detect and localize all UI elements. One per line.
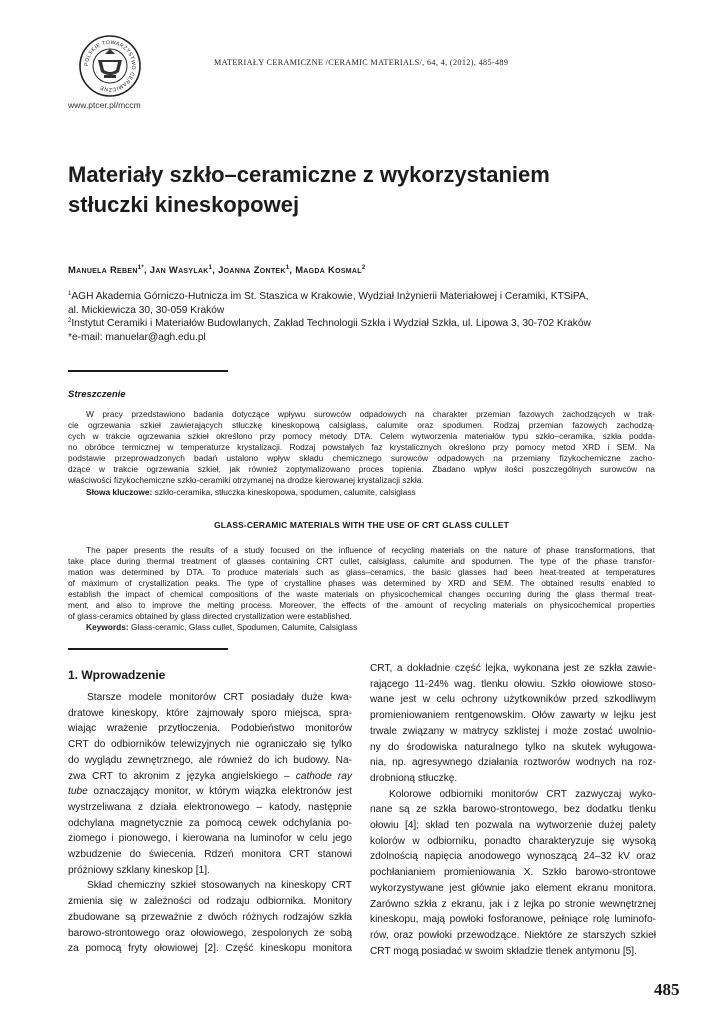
affiliations (68, 290, 668, 345)
english-title: GLASS-CERAMIC MATERIALS WITH THE USE OF CRT GLASS CULLET (214, 520, 509, 530)
title-line-2: stłuczki kineskopowej (68, 192, 300, 217)
body-line: Skład chemiczny szkieł stosowanych na kineskopy CRT (87, 880, 352, 892)
body-line: pochłanianiem promieniowania X. Szkło barowo-strontowe (370, 867, 656, 879)
affiliation-line (68, 290, 668, 304)
contact-email[interactable]: *e-mail: manuelar@agh.edu.pl (68, 332, 206, 344)
abstract-line: of glass-ceramics obtained by glass directed crystallization were established. (68, 611, 352, 622)
page-number: 485 (654, 980, 680, 999)
affiliation-mark: 2 (68, 318, 72, 325)
society-logo (78, 34, 142, 98)
author-affiliation-mark: 2 (361, 265, 366, 271)
abstract-line: The paper presents the results of a study focused on the influence of recycling materials on the nature of phase transformations, that (86, 545, 655, 555)
body-line: nia, np. agresywnego działania roztworów wodnych na roz- (370, 757, 656, 769)
body-line: ołowiu [4]; skład ten pozwala na wytworzenie dużej palety (370, 820, 656, 832)
abstract-line: podstawie przeprowadzonych badań ustalono wpływ składu chemicznego surowców odpadowych na przemiany fizykochemiczne zacho- (68, 453, 655, 464)
author-name: Jan Wasylak (149, 264, 209, 275)
body-line: CRT do odbiorników telewizyjnych nie ograniczało się tylko (68, 739, 352, 751)
body-line: wykorzystywane jest głównie jako element ekranu monitora. (370, 882, 656, 894)
body-line: wystrzeliwana z działa elektronowego – katody, następnie (68, 801, 352, 813)
affiliation-line (68, 317, 668, 331)
body-line: CRT mogą posiadać w swoim składzie tlenek antymonu [5]. (370, 945, 637, 957)
section-heading: 1. Wprowadzenie (68, 668, 166, 682)
keywords-en (86, 622, 357, 632)
abstract-heading: Streszczenie (68, 389, 126, 400)
body-line: trwale związany w matrycy szklistej i może zostać uwolnio- (370, 725, 656, 737)
body-line: wiając wrażenie przytłoczenia. Podobieństwo monitorów (68, 723, 352, 735)
logo-ring-text: POLSKIE TOWARZYSTWO CERAMICZNE (83, 39, 137, 93)
author-name: Joanna Zontek (218, 264, 286, 275)
keywords-label: Słowa kluczowe: (86, 487, 153, 497)
abstract-line: take place during thermal treatment of glasses containing CRT cullet, calsiglass, calumite and spodumen. The type of the phase transfor- (68, 556, 655, 567)
body-italic: cathode ray (295, 770, 352, 782)
title-line-1: Materiały szkło–ceramiczne z wykorzystaniem (68, 162, 550, 187)
abstract-line: no obróbce termicznej w temperaturze krystalizacji. Rodzaj powstałych faz krystalicznych określono przy pomocy metod XRD i SEM. Na (68, 442, 655, 453)
abstract-line: W pracy przedstawiono badania dotyczące wpływu surowców odpadowych na charakter przemian fazowych zachodzących w trak- (86, 409, 655, 419)
keywords-text: szkło-ceramika, stłuczka kineskopowa, spodumen, calumite, calsiglass (154, 487, 416, 497)
body-line: Starsze modele monitorów CRT posiadały duże kwa- (87, 692, 352, 703)
author-affiliation-mark: 1 (208, 265, 213, 271)
author-name: Magda Kosmal (295, 264, 362, 275)
body-line: próżniowy szklany kineskop [1]. (68, 864, 210, 876)
affiliation-mark: 1 (68, 291, 72, 297)
author-separator: , (212, 264, 219, 275)
body-line: zmienia się w zależności od rodzaju odbiornika. Monitory (68, 896, 352, 908)
body-line: kolorów w odbiorniku, ponadto charakteryzuje się wysoką (370, 835, 656, 847)
body-line: drobnioną stłuczkę. (370, 772, 458, 784)
body-line: kineskopu, mają powłoki fosforanowe, pełniące rolę luminofo- (370, 914, 656, 926)
abstract-line: dzące w trakcie ogrzewania szkieł, jak również zoptymalizowano proces topienia. Zbadano wpływ ilości poszczególnych surowców na (68, 464, 655, 475)
abstract-line: mation was determined by DTA. To produce materials such as glass–ceramics, the basic glasses had been heat-treated at temperatures (68, 567, 655, 578)
body-line: zdolnością napięcia anodowego wynoszącą 24–32 kV oraz (370, 851, 656, 863)
abstract-line: cie ogrzewania szkieł zawierających stłuczkę kineskopową calsiglass, calumite oraz spodumen. Rodzaj przemian fazowych zachodzą- (68, 420, 655, 431)
keywords-text: Glass-ceramic, Glass cullet, Spodumen, Calumite, Calsiglass (130, 622, 358, 632)
author-separator: , (143, 264, 150, 275)
affiliation-line: al. Mickiewicza 30, 30-059 Kraków (68, 304, 225, 316)
abstract-pl (68, 409, 655, 486)
body-line: Kolorowe odbiorniki monitorów CRT zazwyczaj wyko- (389, 788, 656, 800)
body-line: za pomocą fryty ołowiowej [2]. Część kineskopu monitora (68, 943, 352, 955)
body-line: wane jest w celu ochrony użytkowników przed szkodliwym (370, 694, 656, 706)
body-line (68, 769, 352, 785)
divider-rule (68, 648, 228, 650)
author-separator: , (289, 264, 296, 275)
author-name: Manuela Reben (68, 264, 138, 275)
body-line: promieniowaniem rentgenowskim. Ołów zawarty w lejku jest (370, 710, 656, 722)
body-line: rającego 11-24% wag. tlenku ołowiu. Szkło ołowiowe stoso- (370, 678, 656, 690)
body-line: wzbudzenie do świecenia. Rdzeń monitora CRT stanowi (68, 849, 352, 861)
body-line: zbudowane są przeważnie z dwóch różnych rodzajów szkła (68, 911, 352, 923)
body-column-left (68, 690, 352, 957)
body-italic: tube (68, 786, 88, 798)
affiliation-text: Instytut Ceramiki i Materiałów Budowlanych, Zakład Technologii Szkła i Wydział Szkła, ul. Lipowa 3, 30-702 Kraków (71, 318, 591, 330)
journal-citation: MATERIAŁY CERAMICZNE /CERAMIC MATERIALS/, 64, 4, (2012), 485-489 (214, 58, 509, 67)
paper-title (68, 160, 668, 220)
body-text: zwa CRT to akronim z języka angielskiego – (68, 770, 296, 782)
author-affiliation-mark: 1* (137, 265, 144, 271)
body-text: oznaczający monitor, w którym wiązka elektronów jest (87, 786, 352, 798)
abstract-line: właściwości fizykochemiczne szkło-ceramiki otrzymanej na drodze kierowanej krystalizacji szkła. (68, 475, 424, 486)
body-column-right (370, 661, 656, 959)
body-line: nane są ze szkła barowo-strontowego, bez dodatku tlenku (370, 804, 656, 816)
abstract-line: cych w trakcie ogrzewania szkieł określono przy pomocy metody DTA. Celem wytworzenia materiałów typu szkło–ceramika, szkła podda- (68, 431, 655, 442)
keywords-pl (86, 487, 416, 497)
author-list (68, 264, 366, 275)
author-affiliation-mark: 1 (285, 265, 290, 271)
body-line: Zarówno szkła z ekranu, jak i z lejka po stronie wewnętrznej (370, 898, 656, 910)
body-line (68, 784, 352, 800)
body-line: rów, oraz powłoki przewodzące. Niektóre ze starszych szkieł (370, 929, 656, 941)
abstract-line: ment, and also to improve the melting process. Moreover, the effects of the amount of recycling materials on physicochemical properties (68, 600, 655, 611)
body-line: odchylana magnetycznie za pomocą cewek odchylania po- (68, 817, 352, 829)
body-line: barowo-strontowego oraz ołowiowego, zespolonych ze sobą (68, 927, 352, 939)
divider-rule (68, 370, 228, 372)
body-line: ny do środowiska naturalnego tylko na skutek wyługowa- (370, 741, 656, 753)
affiliation-text: AGH Akademia Górniczo-Hutnicza im St. Staszica w Krakowie, Wydział Inżynierii Materiałowej i Ceramiki, KTSiPA, (71, 291, 589, 302)
abstract-line: of maximum of crystallization peaks. The type of crystalline phases was determined by XRD and SEM. The obtained results enabled to (68, 578, 655, 589)
body-line: dratowe kineskopy, które zajmowały sporo miejsca, spra- (68, 707, 352, 719)
body-line: do wyglądu zewnętrznego, ale również do ich budowy. Na- (68, 754, 352, 766)
body-line: ziomego i pionowego, i kierowana na luminofor w celu jego (68, 833, 352, 845)
abstract-line: establish the impact of chemical compositions of the waste materials on physicochemical changes occurring during the glass thermal treat- (68, 589, 655, 600)
site-url[interactable]: www.ptcer.pl/mccm (68, 100, 141, 110)
body-line: CRT, a dokładnie część lejka, wykonana jest ze szkła zawie- (370, 663, 656, 674)
keywords-label: Keywords: (86, 622, 129, 632)
abstract-en (68, 545, 655, 622)
